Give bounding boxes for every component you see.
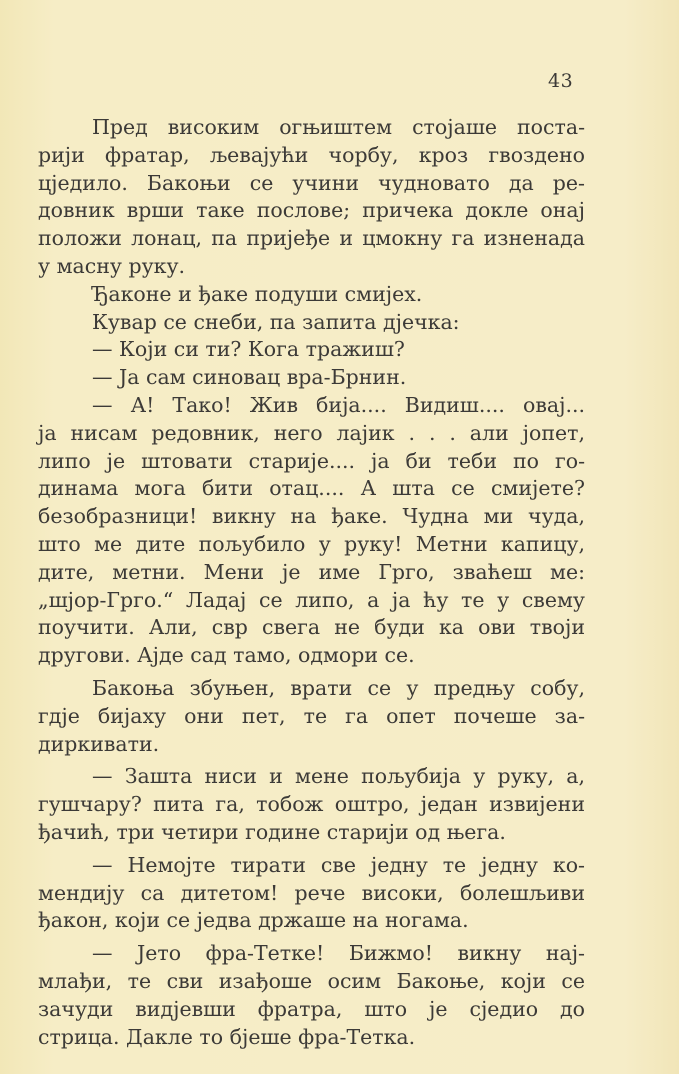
page-number: 43 xyxy=(548,70,574,92)
text-line: — А! Тако! Жив бија.... Видиш.... овај... xyxy=(92,392,585,417)
text-line: Бакоња збуњен, врати се у предњу собу, xyxy=(92,675,585,700)
text-line: поучити. Али, свр свега не буди ка ови твоји xyxy=(38,615,585,640)
text-line: — Који си ти? Кога тражиш? xyxy=(92,337,405,362)
text-line: ђачић, три четири године старији од њега. xyxy=(38,819,506,844)
text-line: гушчару? пита га, тобож оштро, један извијени xyxy=(38,792,585,817)
text-line: — Зашта ниси и мене пољубија у руку, а, xyxy=(92,764,585,789)
text-line: ђакон, који се једва држаше на ногама. xyxy=(38,908,469,933)
text-line: „шјор-Грго.“ Ладај се липо, а ја ћу те у свему xyxy=(38,587,585,612)
text-line: Кувар се снеби, па запита дјечка: xyxy=(92,309,460,334)
text-line: стрица. Дакле то бјеше фра-Тетка. xyxy=(38,1024,416,1049)
text-line: Пред високим огњиштем стојаше поста- xyxy=(92,115,585,139)
text-line: зачуди видјевши фратра, што је сједио до xyxy=(38,996,585,1021)
text-line: другови. Ајде сад тамо, одмори се. xyxy=(38,643,415,668)
text-line: мендију са дитетом! рече високи, болешљиви xyxy=(38,880,585,905)
text-line: млађи, те сви изађоше осим Бакоње, који се xyxy=(38,968,585,993)
text-line: — Немојте тирати све једну те једну ко- xyxy=(92,852,585,877)
text-line: рији фратар, љевајући чорбу, кроз гвоздено xyxy=(38,142,585,167)
text-line: динама мога бити отац.... А шта се смијете? xyxy=(38,476,585,501)
text-line: — Јето фра-Тетке! Бижмо! викну нај- xyxy=(92,941,585,966)
text-line: безобразници! викну на ђаке. Чудна ми чуда, xyxy=(38,504,585,529)
text-line: цједило. Бакоњи се учини чудновато да ре- xyxy=(38,170,585,195)
text-line: положи лонац, па пријеђе и цмокну га изненада xyxy=(38,226,585,251)
text-line: дите, метни. Мени је име Грго, зваћеш ме: xyxy=(38,559,585,584)
text-line: у масну руку. xyxy=(38,253,186,278)
text-line: довник врши таке послове; причека докле онај xyxy=(38,198,585,223)
text-line: што ме дите пољубило у руку! Метни капицу, xyxy=(38,531,585,556)
text-line: ја нисам редовник, него лајик . . . али јопет, xyxy=(38,420,585,445)
text-line: Ђаконе и ђаке подуши смијех. xyxy=(92,281,423,306)
text-line: диркивати. xyxy=(38,731,160,756)
body-text xyxy=(38,114,585,1051)
text-line: липо је штовати старије.... ја би теби по го- xyxy=(38,448,585,473)
text-line: гдје бијаху они пет, те га опет почеше за- xyxy=(38,703,585,728)
text-line: — Ја сам синовац вра-Брнин. xyxy=(92,365,407,390)
